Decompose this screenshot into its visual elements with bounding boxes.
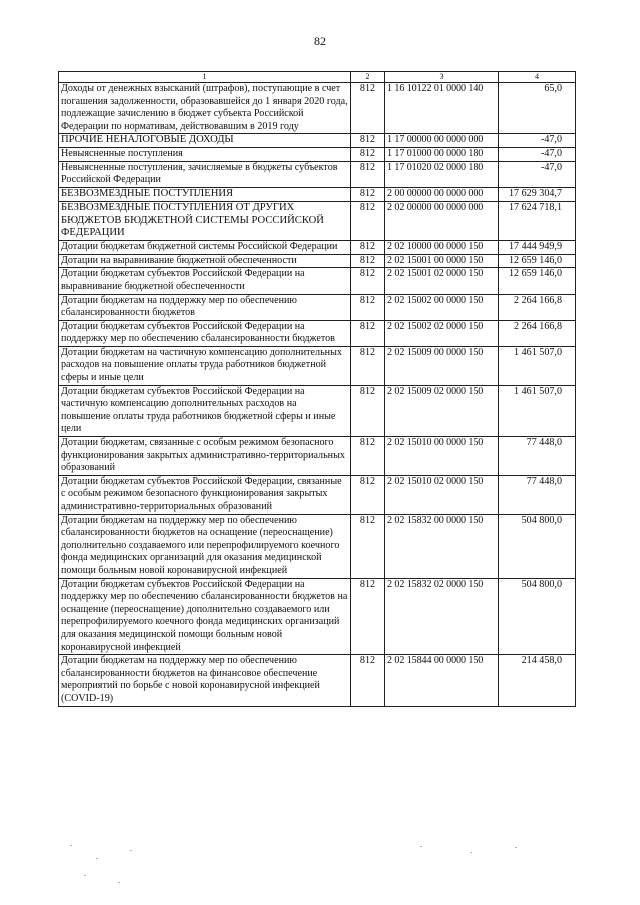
row-admin-code: 812 bbox=[351, 320, 385, 346]
row-amount: 2 264 166,8 bbox=[499, 294, 576, 320]
table-row bbox=[59, 578, 576, 655]
row-budget-code: 2 02 10000 00 0000 150 bbox=[385, 241, 499, 255]
row-amount: -47,0 bbox=[499, 134, 576, 148]
row-admin-code: 812 bbox=[351, 655, 385, 706]
scan-speck bbox=[130, 850, 132, 851]
row-budget-code: 2 02 15009 00 0000 150 bbox=[385, 346, 499, 385]
row-name: Дотации бюджетам на поддержку мер по обеспечению сбалансированности бюджетов на оснащение (переоснащение) дополнительно создаваемого или перепрофилируемого коечного фонда медицинских организаций для оказания медицинской помощи больным новой коронавирусной инфекцией bbox=[59, 514, 351, 578]
row-budget-code: 2 02 00000 00 0000 000 bbox=[385, 201, 499, 240]
scan-speck bbox=[515, 847, 517, 848]
row-name: Дотации бюджетам субъектов Российской Федерации на поддержку мер по обеспечению сбалансированности бюджетов на оснащение (переоснащение) дополнительно создаваемого или перепрофилируемого коечного фонда медицинских организаций для оказания медицинской помощи больным новой коронавирусной инфекцией bbox=[59, 578, 351, 655]
row-name: Невыясненные поступления, зачисляемые в бюджеты субъектов Российской Федерации bbox=[59, 161, 351, 187]
row-name: БЕЗВОЗМЕЗДНЫЕ ПОСТУПЛЕНИЯ bbox=[59, 187, 351, 201]
scan-speck bbox=[470, 852, 472, 853]
row-name: ПРОЧИЕ НЕНАЛОГОВЫЕ ДОХОДЫ bbox=[59, 134, 351, 148]
row-amount: 65,0 bbox=[499, 83, 576, 134]
row-amount: 77 448,0 bbox=[499, 475, 576, 514]
column-header-1: 1 bbox=[59, 72, 351, 83]
table-row bbox=[59, 514, 576, 578]
table-body bbox=[59, 83, 576, 707]
row-admin-code: 812 bbox=[351, 437, 385, 476]
row-amount: 504 800,0 bbox=[499, 514, 576, 578]
row-budget-code: 1 17 01000 00 0000 180 bbox=[385, 148, 499, 162]
row-admin-code: 812 bbox=[351, 187, 385, 201]
row-amount: 17 629 304,7 bbox=[499, 187, 576, 201]
scan-speck bbox=[420, 846, 422, 847]
table-row bbox=[59, 437, 576, 476]
row-budget-code: 2 02 15002 00 0000 150 bbox=[385, 294, 499, 320]
row-amount: 77 448,0 bbox=[499, 437, 576, 476]
row-name: Дотации бюджетам бюджетной системы Российской Федерации bbox=[59, 241, 351, 255]
row-amount: 17 444 949,9 bbox=[499, 241, 576, 255]
table-row bbox=[59, 268, 576, 294]
row-name: Доходы от денежных взысканий (штрафов), поступающие в счет погашения задолженности, образовавшейся до 1 января 2020 года, подлежащие зачислению в бюджет субъекта Российской Федерации по нормативам, действовавшим в 2019 году bbox=[59, 83, 351, 134]
row-admin-code: 812 bbox=[351, 241, 385, 255]
table-header-row bbox=[59, 72, 576, 83]
table-row bbox=[59, 385, 576, 436]
row-admin-code: 812 bbox=[351, 254, 385, 268]
row-admin-code: 812 bbox=[351, 475, 385, 514]
column-header-3: 3 bbox=[385, 72, 499, 83]
row-budget-code: 2 02 15832 00 0000 150 bbox=[385, 514, 499, 578]
scan-speck bbox=[96, 858, 98, 859]
row-name: Дотации бюджетам субъектов Российской Федерации, связанные с особым режимом безопасного функционирования закрытых административно-территориальных образований bbox=[59, 475, 351, 514]
row-budget-code: 2 02 15844 00 0000 150 bbox=[385, 655, 499, 706]
table-row bbox=[59, 161, 576, 187]
row-budget-code: 2 02 15002 02 0000 150 bbox=[385, 320, 499, 346]
row-budget-code: 2 02 15001 02 0000 150 bbox=[385, 268, 499, 294]
row-admin-code: 812 bbox=[351, 385, 385, 436]
column-header-2: 2 bbox=[351, 72, 385, 83]
table-row bbox=[59, 320, 576, 346]
row-name: Дотации бюджетам субъектов Российской Федерации на выравнивание бюджетной обеспеченности bbox=[59, 268, 351, 294]
table-row bbox=[59, 201, 576, 240]
row-budget-code: 1 17 01020 02 0000 180 bbox=[385, 161, 499, 187]
revenue-table bbox=[58, 71, 576, 707]
row-budget-code: 2 02 15009 02 0000 150 bbox=[385, 385, 499, 436]
row-amount: 214 458,0 bbox=[499, 655, 576, 706]
row-admin-code: 812 bbox=[351, 148, 385, 162]
row-admin-code: 812 bbox=[351, 161, 385, 187]
row-amount: 1 461 507,0 bbox=[499, 346, 576, 385]
row-admin-code: 812 bbox=[351, 83, 385, 134]
table-row bbox=[59, 187, 576, 201]
row-amount: 12 659 146,0 bbox=[499, 268, 576, 294]
row-name: Дотации на выравнивание бюджетной обеспеченности bbox=[59, 254, 351, 268]
row-amount: 17 624 718,1 bbox=[499, 201, 576, 240]
scan-speck bbox=[118, 882, 120, 883]
row-name: Дотации бюджетам, связанные с особым режимом безопасного функционирования закрытых административно-территориальных образований bbox=[59, 437, 351, 476]
table-row bbox=[59, 346, 576, 385]
column-header-4: 4 bbox=[499, 72, 576, 83]
row-budget-code: 2 00 00000 00 0000 000 bbox=[385, 187, 499, 201]
row-admin-code: 812 bbox=[351, 268, 385, 294]
table-row bbox=[59, 134, 576, 148]
row-admin-code: 812 bbox=[351, 134, 385, 148]
row-admin-code: 812 bbox=[351, 578, 385, 655]
row-budget-code: 2 02 15001 00 0000 150 bbox=[385, 254, 499, 268]
scan-speck bbox=[70, 845, 72, 846]
row-budget-code: 1 16 10122 01 0000 140 bbox=[385, 83, 499, 134]
row-budget-code: 2 02 15010 00 0000 150 bbox=[385, 437, 499, 476]
table-row bbox=[59, 241, 576, 255]
row-amount: 1 461 507,0 bbox=[499, 385, 576, 436]
row-name: Дотации бюджетам на поддержку мер по обеспечению сбалансированности бюджетов на финансовое обеспечение мероприятий по борьбе с новой коронавирусной инфекцией (COVID-19) bbox=[59, 655, 351, 706]
table-row bbox=[59, 294, 576, 320]
row-budget-code: 2 02 15832 02 0000 150 bbox=[385, 578, 499, 655]
row-admin-code: 812 bbox=[351, 514, 385, 578]
page-number: 82 bbox=[314, 34, 326, 48]
row-admin-code: 812 bbox=[351, 294, 385, 320]
row-budget-code: 2 02 15010 02 0000 150 bbox=[385, 475, 499, 514]
table-row bbox=[59, 83, 576, 134]
row-name: Дотации бюджетам субъектов Российской Федерации на поддержку мер по обеспечению сбалансированности бюджетов bbox=[59, 320, 351, 346]
scan-speck bbox=[84, 875, 86, 876]
row-name: Дотации бюджетам субъектов Российской Федерации на частичную компенсацию дополнительных расходов на повышение оплаты труда работников бюджетной сферы и иные цели bbox=[59, 385, 351, 436]
row-name: Дотации бюджетам на поддержку мер по обеспечению сбалансированности бюджетов bbox=[59, 294, 351, 320]
row-amount: -47,0 bbox=[499, 148, 576, 162]
row-admin-code: 812 bbox=[351, 201, 385, 240]
table-row bbox=[59, 148, 576, 162]
row-admin-code: 812 bbox=[351, 346, 385, 385]
row-name: Дотации бюджетам на частичную компенсацию дополнительных расходов на повышение оплаты труда работников бюджетной сферы и иные цели bbox=[59, 346, 351, 385]
row-name: Невыясненные поступления bbox=[59, 148, 351, 162]
table-row bbox=[59, 254, 576, 268]
row-budget-code: 1 17 00000 00 0000 000 bbox=[385, 134, 499, 148]
row-amount: 2 264 166,8 bbox=[499, 320, 576, 346]
table-row bbox=[59, 655, 576, 706]
row-amount: 504 800,0 bbox=[499, 578, 576, 655]
table-row bbox=[59, 475, 576, 514]
row-name: БЕЗВОЗМЕЗДНЫЕ ПОСТУПЛЕНИЯ ОТ ДРУГИХ БЮДЖЕТОВ БЮДЖЕТНОЙ СИСТЕМЫ РОССИЙСКОЙ ФЕДЕРАЦИИ bbox=[59, 201, 351, 240]
row-amount: -47,0 bbox=[499, 161, 576, 187]
row-amount: 12 659 146,0 bbox=[499, 254, 576, 268]
